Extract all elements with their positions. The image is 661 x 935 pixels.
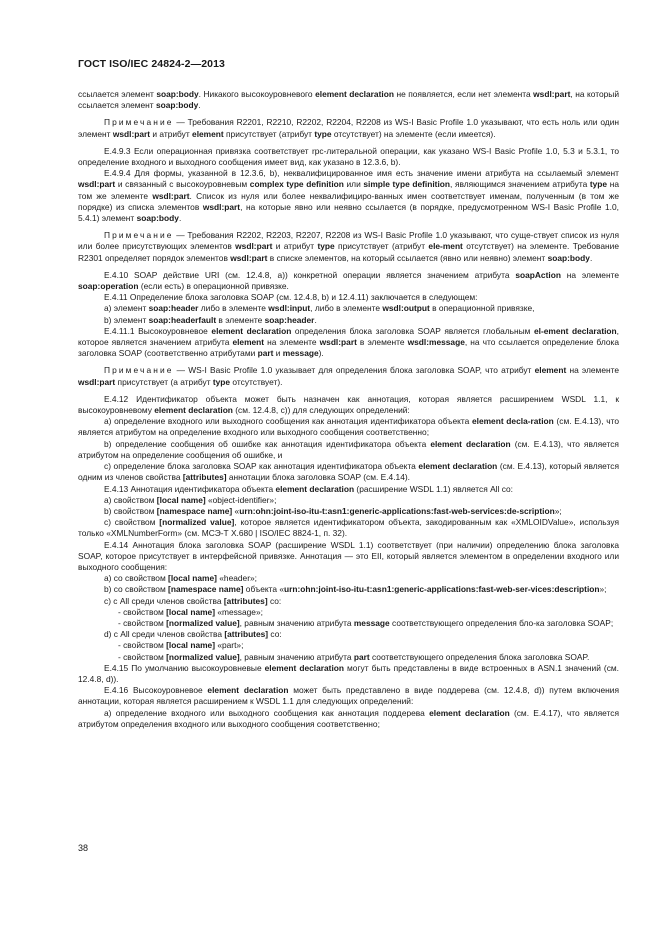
text-run: соответствующего определения блока заголовка SOAP. [369, 651, 590, 662]
bold-term: [attributes] [223, 595, 268, 606]
bold-term: urn:ohn:joint-iso-itu-t:asn1:generic-applications:fast-web-ser-vices:description [284, 584, 600, 595]
text-run: , которое является значением атрибута [78, 325, 619, 348]
text-run: . [589, 252, 593, 263]
text-run: в операционной привязке, [429, 303, 535, 314]
bold-term: [local name] [156, 494, 206, 505]
text-run: (см. Е.4.13), который является одним из членов свойства [78, 461, 619, 483]
document-body [78, 89, 619, 730]
bold-term: wsdl:message [407, 337, 465, 348]
text-run: — Требования R2201, R2210, R2202, R2204, R2208 из WS-I Basic Profile 1.0 указывают, что есть ноль или один элемент [78, 117, 619, 139]
text-run: и [273, 348, 283, 359]
text-run: « [232, 505, 240, 516]
bold-term: type [212, 376, 231, 387]
bold-term: message [282, 348, 319, 359]
bold-term: [normalized value] [166, 651, 240, 662]
paragraph [78, 708, 619, 730]
text-run: Е.4.12 Идентификатор объекта может быть назначен как аннотация, которая является расширением WSDL 1.1, к высокоуровневому [78, 393, 619, 416]
bold-term: type [317, 241, 335, 252]
text-run: отсутствует). [230, 376, 283, 387]
text-run: , равным значению атрибута [239, 617, 354, 628]
text-run: и связанный с высокоуровневым [115, 179, 250, 190]
text-run: b) элемент [104, 314, 149, 325]
bold-term: [local name] [166, 640, 215, 651]
text-run: «object-identifier»; [205, 494, 277, 505]
text-run: а) со свойством [104, 573, 169, 584]
text-run: b) определение сообщения об ошибке как аннотация идентификатора объекта [104, 438, 431, 449]
text-run: на элементе [566, 365, 619, 376]
text-run: на элементе [264, 337, 320, 348]
text-run: отсутствует) на элементе (если имеется). [331, 128, 496, 139]
bold-term: [attributes] [224, 629, 269, 640]
bold-term: wsdl:output [382, 303, 430, 314]
paragraph [78, 584, 619, 595]
text-run: - свойством [118, 640, 167, 651]
bold-term: [normalized value] [166, 617, 240, 628]
text-run: b) со свойством [104, 584, 169, 595]
bold-term: message [353, 617, 390, 628]
text-run: на элементе [560, 269, 619, 280]
paragraph [78, 685, 619, 707]
bold-term: wsdl:part [533, 89, 571, 99]
text-run: присутствует (атрибут [334, 241, 429, 252]
text-run: со: [268, 629, 282, 640]
bold-term: soap:headerfault [148, 314, 217, 325]
text-run: - свойством [118, 606, 167, 617]
text-run: соответствующего определения бло-ка заголовка SOAP; [389, 617, 614, 628]
bold-term: [namespace name] [168, 584, 244, 595]
paragraph [78, 89, 619, 111]
bold-term: element declaration [418, 461, 498, 472]
text-run: Е.4.13 Аннотация идентификатора объекта [104, 483, 276, 494]
text-run: «part»; [215, 640, 244, 651]
note-label: Примечание [104, 117, 174, 128]
text-run: могут быть представлены в виде встроенных в ASN.1 значений (см. 12.4.8, d)). [78, 662, 619, 684]
text-run: ссылается элемент [78, 89, 157, 99]
note-paragraph [78, 117, 619, 139]
bold-term: element declaration [207, 685, 289, 696]
bold-term: [local name] [168, 573, 217, 584]
text-run: «header»; [216, 573, 257, 584]
bold-term: wsdl:part [230, 252, 268, 263]
paragraph [78, 394, 619, 416]
text-run: аннотации блока заголовка SOAP (см. Е.4.14). [226, 472, 410, 483]
paragraph [78, 629, 619, 640]
bold-term: element [232, 337, 265, 348]
paragraph [78, 416, 619, 438]
paragraph [78, 315, 619, 326]
page-number: 38 [78, 843, 89, 853]
bold-term: element decla-ration [471, 416, 554, 427]
bold-term: element [192, 128, 224, 139]
text-run: в элементе [216, 314, 265, 325]
bold-term: el-ement declaration [533, 325, 617, 336]
text-run: — Требования R2202, R2203, R2207, R2208 из WS-I Basic Profile 1.0 указывают, что суще-ствует список из нуля или более присутствующих элементов [78, 230, 619, 252]
paragraph [78, 303, 619, 314]
bold-term: ele-ment [428, 241, 463, 252]
bold-term: [namespace name] [156, 505, 233, 516]
text-run: отсутствует) на элементе. Требование R2301 определяет порядок элементов [78, 241, 619, 263]
text-run: ). [318, 348, 324, 359]
paragraph [78, 495, 619, 506]
bold-term: soapAction [515, 269, 561, 280]
document-header: ГОСТ ISO/IEC 24824-2—2013 [78, 58, 225, 70]
paragraph [78, 439, 619, 461]
bold-term: element declaration [429, 707, 510, 718]
bold-term: wsdl:part [152, 190, 190, 201]
paragraph [78, 461, 619, 483]
text-run: (если есть) в операционной привязке. [138, 281, 289, 292]
text-run: с) свойством [104, 517, 160, 528]
text-run: а) определение входного или выходного сообщения как аннотация идентификатора объекта [104, 416, 472, 427]
bold-term: complex type definition [249, 179, 344, 190]
note-label: Примечание [104, 230, 174, 241]
text-run: с) с All среди членов свойства [104, 595, 224, 606]
text-run: . Список из нуля или более неквалифициро-ванных имен соответствует именам, полученным (в том же порядке) из списка элементов [78, 190, 619, 212]
text-run: со: [267, 595, 282, 606]
text-run: . Никакого высокоуровневого [198, 89, 316, 99]
text-run: , которое является идентификатором объекта, закодированным как «XMLOIDValue», используя только «XMLNumberForm» (см. МСЭ-Т Х.680 | ISO/IEC 8824-1, п. 32). [78, 517, 620, 539]
text-run: «message»; [215, 606, 263, 617]
bold-term: soap:body [136, 213, 179, 224]
bold-term: soap:header [264, 314, 315, 325]
text-run: , являющимся значением атрибута [450, 179, 590, 190]
text-run: . [178, 213, 182, 224]
text-run: не появляется, если нет элемента [393, 89, 534, 99]
text-run: (расширение WSDL 1.1) является All со: [354, 483, 513, 494]
bold-term: part [353, 651, 370, 662]
text-run: . [314, 314, 317, 325]
bold-term: [local name] [166, 606, 215, 617]
text-run: присутствует (атрибут [223, 128, 315, 139]
paragraph [78, 326, 619, 360]
paragraph [78, 607, 619, 618]
text-run: . [198, 100, 201, 111]
paragraph [78, 663, 619, 685]
text-run: , равным значению атрибута [239, 651, 354, 662]
bold-term: type [589, 179, 608, 190]
text-run: Е.4.10 SOAP действие URI (см. 12.4.8, а)) конкретной операции является значением атрибута [104, 269, 516, 280]
text-run: , на что ссылается определение блока заголовка SOAP (соответственно атрибутами [78, 337, 619, 359]
text-run: в списке элементов, на который ссылается (явно или неявно) элемент [267, 252, 548, 263]
document-page [78, 58, 619, 730]
bold-term: simple type definition [363, 179, 451, 190]
bold-term: soap:body [155, 100, 199, 111]
note-paragraph [78, 230, 619, 264]
text-run: объекта « [243, 584, 285, 595]
bold-term: element declaration [275, 483, 355, 494]
text-run: Е.4.15 По умолчанию высокоуровневые [104, 662, 265, 673]
paragraph [78, 484, 619, 495]
text-run: , на который ссылается элемент [78, 89, 619, 111]
bold-term: wsdl:part [112, 128, 151, 139]
text-run: Е.4.11.1 Высокоуровневое [104, 325, 212, 336]
paragraph [78, 506, 619, 517]
text-run: - свойством [118, 617, 167, 628]
text-run: а) элемент [104, 303, 149, 314]
paragraph [78, 596, 619, 607]
bold-term: soap:operation [78, 281, 139, 292]
text-run: и атрибут [272, 241, 318, 252]
bold-term: wsdl:input [268, 303, 311, 314]
bold-term: element declaration [211, 325, 292, 336]
text-run: — WS-I Basic Profile 1.0 указывает для определения блока заголовка SOAP, что атрибут [173, 365, 535, 376]
text-run: может быть представлено в виде поддерева (см. 12.4.8, d)) путем включения аннотации, которая является расширением к WSDL 1.1 для следующих определений: [78, 685, 619, 707]
bold-term: [normalized value] [159, 517, 235, 528]
bold-term: element declaration [154, 405, 233, 416]
text-run: Е.4.9.4 Для формы, указанной в 12.3.6, b), неквалифицированное имя есть значение имени атрибута на ссылаемый элемент [104, 168, 619, 179]
text-run: с) определение блока заголовка SOAP как аннотация идентификатора объекта [104, 461, 419, 472]
text-run: на том же элементе [78, 179, 619, 201]
bold-term: element declaration [264, 662, 345, 673]
text-run: Е.4.14 Аннотация блока заголовка SOAP (расширение WSDL 1.1) соответствует (при наличии) определению блока заголовка SOAP, которое присутствует в интерфейсной привязке. Аннотация — это EII, который является элементом в определении входного или выходного сообщения: [78, 539, 619, 572]
bold-term: element declaration [430, 438, 511, 449]
bold-term: soap:header [148, 303, 199, 314]
bold-term: wsdl:part [78, 179, 116, 190]
paragraph [78, 540, 619, 574]
paragraph [78, 292, 619, 303]
paragraph [78, 640, 619, 651]
paragraph [78, 618, 619, 629]
paragraph [78, 573, 619, 584]
text-run: или [343, 179, 364, 190]
note-label: Примечание [104, 365, 174, 376]
text-run: (см. Е.4.13), что является атрибутом на определение сообщения об ошибке, и [78, 438, 619, 460]
text-run: d) с All среди членов свойства [104, 629, 225, 640]
paragraph [78, 517, 619, 539]
paragraph [78, 652, 619, 663]
text-run: b) свойством [104, 505, 157, 516]
text-run: и атрибут [150, 128, 193, 139]
bold-term: part [257, 348, 274, 359]
paragraph [78, 270, 619, 292]
text-run: присутствует (а атрибут [115, 376, 213, 387]
text-run: Е.4.11 Определение блока заголовка SOAP (см. 12.4.8, b) и 12.4.11) заключается в следующем: [104, 292, 478, 303]
text-run: »; [554, 505, 562, 516]
bold-term: type [314, 128, 332, 139]
bold-term: element [534, 365, 567, 376]
text-run: Е.4.16 Высокоуровневое [104, 685, 208, 696]
text-run: Е.4.9.3 Если операционная привязка соответствует rpc-литеральной операции, как указано WS-I Basic Profile 1.0, 5.3 и 5.3.1, то определение входного и выходного сообщения имеет вид, как указано в 12.3.6, b). [78, 145, 619, 168]
bold-term: wsdl:part [319, 337, 357, 348]
text-run: (см. Е.4.13), что является атрибутом на определение входного или выходного сообщения соответственно; [78, 416, 619, 438]
text-run: (см. 12.4.8, с)) для следующих определений: [232, 405, 410, 416]
bold-term: element declaration [315, 89, 394, 99]
paragraph [78, 146, 619, 168]
text-run: а) определение входного или выходного сообщения как аннотация поддерева [104, 707, 430, 718]
text-run: в элементе [356, 337, 408, 348]
bold-term: wsdl:part [202, 201, 241, 212]
paragraph [78, 168, 619, 224]
text-run: либо в элементе [198, 303, 269, 314]
bold-term: wsdl:part [235, 241, 273, 252]
text-run: определения блока заголовка SOAP является глобальным [291, 325, 534, 336]
bold-term: soap:body [547, 252, 590, 263]
text-run: , на которые явно или неявно ссылается (в порядке, предусмотренном WS-I Basic Profile 1.0, 5.4.1) элемент [78, 201, 619, 224]
text-run: а) свойством [104, 494, 157, 505]
bold-term: soap:body [156, 89, 199, 99]
text-run: - свойством [118, 651, 167, 662]
bold-term: wsdl:part [78, 376, 116, 387]
text-run: »; [599, 584, 607, 595]
bold-term: urn:ohn:joint-iso-itu-t:asn1:generic-applications:fast-web-services:de-scription [239, 505, 555, 516]
text-run: , либо в элементе [310, 303, 383, 314]
text-run: (см. Е.4.17), что является атрибутом определения входного или выходного сообщения соответственно; [78, 707, 619, 729]
bold-term: [attributes] [182, 472, 227, 483]
note-paragraph [78, 365, 619, 387]
